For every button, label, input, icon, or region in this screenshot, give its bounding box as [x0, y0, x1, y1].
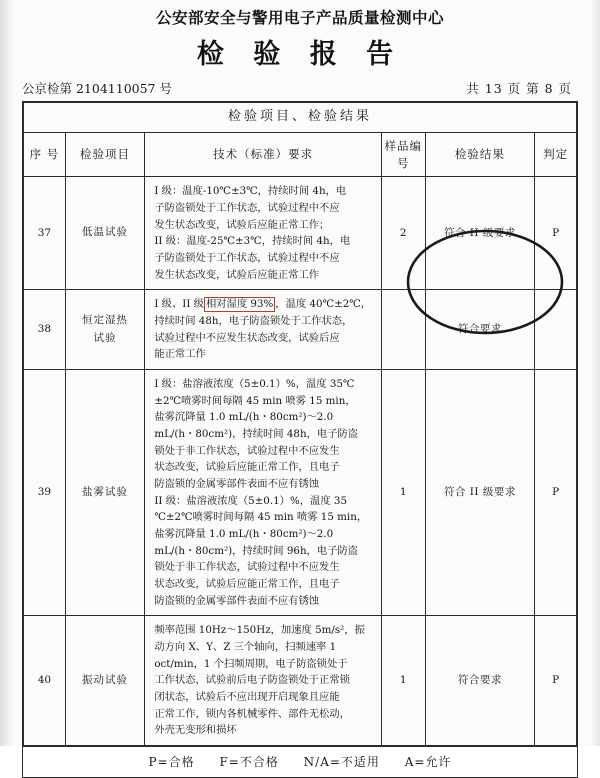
- req-line: 发生状态改变，试验后应能正常工作；: [154, 218, 330, 231]
- page-right-shadow: [590, 0, 600, 746]
- req-line: 子防盗锁处于工作状态，试验过程中不应: [154, 251, 340, 264]
- req-prefix: I 级、II 级: [154, 298, 204, 311]
- req-line: 状态改变，试验后应能正常工作，且电子: [154, 577, 340, 590]
- req-line: 防盗锁的金属零部件表面不应有锈蚀: [154, 594, 320, 607]
- page-left-shadow: [0, 0, 14, 746]
- column-header-judge: 判定: [535, 132, 577, 176]
- req-line: 持续时间 48h，电子防盗锁处于工作状态，: [154, 314, 353, 327]
- table-caption-row: [24, 103, 577, 133]
- req-line: 防盗锁的金属零部件表面不应有锈蚀: [154, 477, 320, 490]
- document-header: [0, 0, 600, 71]
- req-line: 试验过程中不应发生状态改变，试验后应: [154, 331, 340, 344]
- legend-footer: [22, 747, 578, 778]
- cell-item-line1: 恒定湿热: [82, 313, 129, 326]
- req-suffix: ，温度 40℃±2℃，: [275, 298, 372, 311]
- document-title: 检 验 报 告: [196, 39, 404, 70]
- req-line: II 级：温度-25℃±3℃，持续时间 4h，电: [154, 235, 351, 248]
- column-header-item: 检验项目: [65, 132, 145, 176]
- req-line: ℃±2℃喷雾时间每隔 45 min 喷雾 15 min，: [154, 511, 368, 524]
- cell-requirement: [145, 369, 382, 615]
- req-line-with-highlight: [154, 296, 373, 313]
- highlighted-requirement: 相对湿度 93%: [205, 298, 274, 311]
- cell-requirement: [145, 290, 382, 370]
- req-line: 盐雾沉降量 1.0 mL/(h・80cm²)～2.0: [154, 411, 334, 424]
- page-indicator: 共 13 页 第 8 页: [466, 81, 572, 96]
- cell-result: 符合 II 级要求: [425, 177, 535, 290]
- req-line: 闭状态，试验后不应出现开启现象且应能: [154, 691, 340, 703]
- table-caption: 检验项目、检验结果: [24, 103, 577, 133]
- table-header-row: [24, 132, 577, 176]
- cell-result-highlighted: 符合要求: [425, 290, 535, 370]
- cell-seq: 40: [24, 616, 66, 746]
- column-header-seq: 序 号: [24, 132, 66, 176]
- req-line: 锁处于非工作状态，试验过程中不应发生: [154, 561, 340, 574]
- cell-sample-no: 1: [382, 616, 426, 746]
- cell-requirement: [145, 616, 382, 746]
- column-header-result: 检验结果: [425, 132, 535, 176]
- column-header-requirement: 技术（标准）要求: [145, 132, 382, 176]
- cell-item: [65, 290, 145, 370]
- req-line: 工作状态，试验前后电子防盗锁处于正常锁: [154, 674, 350, 687]
- table-row: [24, 177, 577, 290]
- legend-item-fail: F=不合格: [219, 755, 279, 770]
- results-table-wrapper: [22, 101, 578, 747]
- req-line: 发生状态改变，试验后应能正常工作: [154, 268, 320, 281]
- req-line: II 级：盐溶液浓度（5±0.1）%，温度 35: [154, 494, 347, 507]
- cell-result: 符合要求: [425, 616, 535, 746]
- req-line: mL/(h・80cm²)，持续时间 48h，电子防盗: [154, 427, 359, 440]
- cell-judge: [535, 290, 577, 370]
- req-line: 频率范围 10Hz～150Hz，加速度 5m/s²，振: [154, 624, 365, 637]
- cell-judge: P: [535, 616, 577, 746]
- cell-seq: 38: [24, 290, 66, 370]
- report-number: 公京检第 2104110057 号: [22, 81, 172, 96]
- cell-item: 盐雾试验: [65, 369, 145, 615]
- cell-item: 振动试验: [65, 616, 145, 746]
- cell-seq: 37: [24, 177, 66, 290]
- req-line: 能正常工作: [154, 348, 206, 361]
- req-line: I 级：盐溶液浓度（5±0.1）%，温度 35℃: [154, 377, 355, 390]
- req-line: 正常工作，锁内各机械零件、部件无松动，: [154, 707, 350, 720]
- req-line: 动方向 X、Y、Z 三个轴向，扫频速率 1: [154, 640, 337, 653]
- column-header-sample-no-text: 样品编号: [384, 138, 423, 170]
- issuing-organization: 公安部安全与警用电子产品质量检测中心: [155, 8, 444, 27]
- cell-judge: P: [535, 177, 577, 290]
- req-line: ±2℃喷雾时间每隔 45 min 喷雾 15 min，: [154, 394, 356, 407]
- req-line: 子防盗锁处于工作状态，试验过程中不应: [154, 201, 340, 214]
- column-header-sample-no: [382, 132, 426, 176]
- cell-result: 符合 II 级要求: [425, 369, 535, 615]
- cell-sample-no: 1: [382, 369, 426, 615]
- cell-sample-no: [382, 290, 426, 370]
- req-line: oct/min，1 个扫频周期，电子防盗锁处于: [154, 657, 348, 670]
- cell-item: 低温试验: [65, 177, 145, 290]
- table-row: [24, 369, 577, 615]
- req-line: 盐雾沉降量 1.0 mL/(h・80cm²)～2.0: [154, 527, 334, 540]
- header-meta-line: [0, 71, 600, 101]
- inspection-results-table: [23, 102, 577, 746]
- req-line: mL/(h・80cm²)，持续时间 96h，电子防盗: [154, 544, 359, 557]
- cell-item-line2: 试验: [93, 331, 117, 344]
- legend-item-allow: A=允许: [404, 755, 452, 770]
- table-row: [24, 290, 577, 370]
- req-line: 外壳无变形和损坏: [154, 724, 237, 737]
- legend-item-na: N/A=不适用: [303, 755, 380, 770]
- req-line: I 级：温度-10℃±3℃，持续时间 4h，电: [154, 185, 347, 198]
- cell-sample-no: 2: [382, 177, 426, 290]
- req-line: 状态改变，试验后应能正常工作，且电子: [154, 461, 340, 474]
- cell-seq: 39: [24, 369, 66, 615]
- cell-requirement: [145, 177, 382, 290]
- req-line: 锁处于非工作状态，试验过程中不应发生: [154, 444, 340, 457]
- legend-item-pass: P=合格: [148, 755, 195, 770]
- table-row: [24, 616, 577, 746]
- cell-judge: P: [535, 369, 577, 615]
